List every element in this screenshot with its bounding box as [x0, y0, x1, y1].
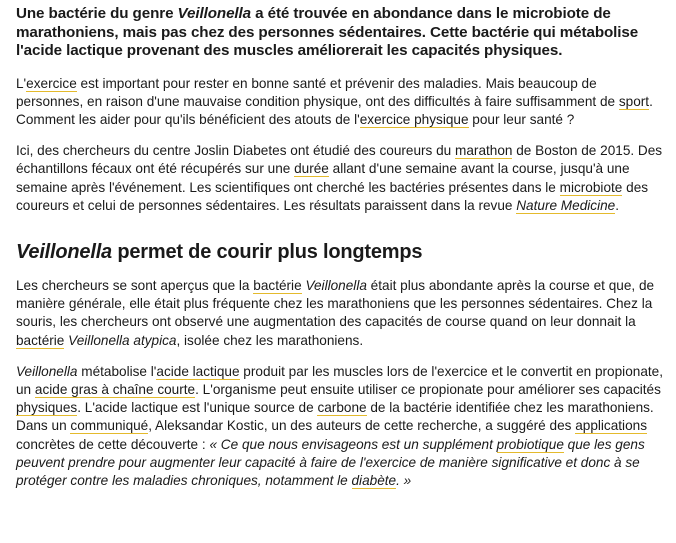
link-bacterie[interactable]: bactérie	[253, 277, 302, 293]
link-acide-gras[interactable]: acide gras à chaîne courte	[34, 381, 196, 397]
paragraph-1	[16, 75, 666, 130]
quote-text: que les gens peuvent prendre pour augmenter leur capacité à faire de l'exercice de manière significative et donc à se protéger contre les maladies chroniques, notamment le	[16, 436, 645, 488]
text: des coureurs et celui de personnes sédentaires. Les résultats paraissent dans la revue	[16, 179, 649, 213]
species-italic: Veillonella atypica	[68, 332, 177, 348]
paragraph-3	[16, 277, 666, 350]
link-duree[interactable]: durée	[294, 161, 329, 177]
text: produit par les muscles lors de l'exercice et le convertit en propionate, un	[16, 363, 663, 397]
link-probiotique[interactable]: probiotique	[496, 436, 564, 452]
link-communique[interactable]: communiqué	[70, 418, 149, 434]
link-applications[interactable]: applications	[575, 418, 647, 434]
text: Les chercheurs se sont aperçus que la	[16, 277, 254, 293]
text: pour leur santé ?	[468, 111, 575, 127]
text: , isolée chez les marathoniens.	[176, 332, 364, 348]
link-physiques[interactable]: physiques	[16, 400, 78, 416]
link-exercice-physique[interactable]: exercice physique	[359, 111, 469, 127]
text: . L'organisme peut ensuite utiliser ce propionate pour améliorer ses capacités	[195, 381, 661, 397]
genus-italic: Veillonella	[305, 277, 367, 293]
quote-text: « Ce que nous envisageons est un supplément	[209, 436, 497, 452]
link-marathon[interactable]: marathon	[455, 143, 513, 159]
link-diabete[interactable]: diabète	[351, 472, 397, 488]
text: était plus abondante après la course et que, de manière générale, elle était plus fréquente chez les marathoniens que les personnes sédentaires. Chez la souris, les chercheurs ont observé une augmentation des capacités de course quand on leur donnait la	[16, 277, 655, 330]
link-exercice[interactable]: exercice	[26, 75, 77, 91]
genus-italic: Veillonella	[16, 363, 78, 379]
link-microbiote[interactable]: microbiote	[559, 179, 623, 195]
link-bacterie[interactable]: bactérie	[16, 332, 65, 348]
text: de Boston de 2015. Des échantillons fécaux ont été récupérés sur une	[16, 143, 663, 177]
heading-text: permet de courir plus longtemps	[111, 240, 423, 263]
text: allant d'une semaine avant la course, jusqu'à une semaine après l'événement. Les scientifiques ont cherché les bactéries présentes dans le	[16, 161, 630, 195]
lead-text: a été trouvée en abondance dans le microbiote de marathoniens, mais pas chez des personnes sédentaires. Cette bactérie qui métabolise l'acide lactique provenant des muscles améliorerait les capacités physiques.	[16, 5, 639, 59]
link-acide-lactique[interactable]: acide lactique	[156, 363, 240, 379]
section-heading	[16, 240, 666, 264]
paragraph-4	[16, 363, 666, 490]
text: . L'acide lactique est l'unique source de	[77, 400, 318, 416]
link-nature-medicine[interactable]: Nature Medicine	[516, 197, 616, 213]
link-sport[interactable]: sport	[618, 93, 650, 109]
heading-genus: Veillonella	[16, 240, 112, 263]
text: .	[615, 197, 619, 213]
lead-text: Une bactérie du genre	[16, 5, 178, 22]
text: . Comment les aider pour qu'ils bénéficient des atouts de l'	[16, 93, 653, 127]
text: concrètes de cette découverte :	[16, 436, 210, 452]
text: L'	[16, 75, 27, 91]
lead-genus: Veillonella	[177, 5, 252, 22]
quote-text: . »	[396, 472, 412, 488]
text: de la bactérie identifiée chez les marathoniens. Dans un	[16, 400, 654, 434]
text: Ici, des chercheurs du centre Joslin Diabetes ont étudié des coureurs du	[16, 143, 456, 159]
paragraph-2	[16, 142, 666, 215]
text: métabolise l'	[77, 363, 157, 379]
text: est important pour rester en bonne santé et prévenir des maladies. Mais beaucoup de personnes, en raison d'une mauvaise condition physique, ont des difficultés à faire suffisamment de	[16, 75, 619, 109]
article-lead	[16, 5, 666, 61]
link-carbone[interactable]: carbone	[317, 400, 367, 416]
text: , Aleksandar Kostic, un des auteurs de cette recherche, a suggéré des	[148, 418, 576, 434]
